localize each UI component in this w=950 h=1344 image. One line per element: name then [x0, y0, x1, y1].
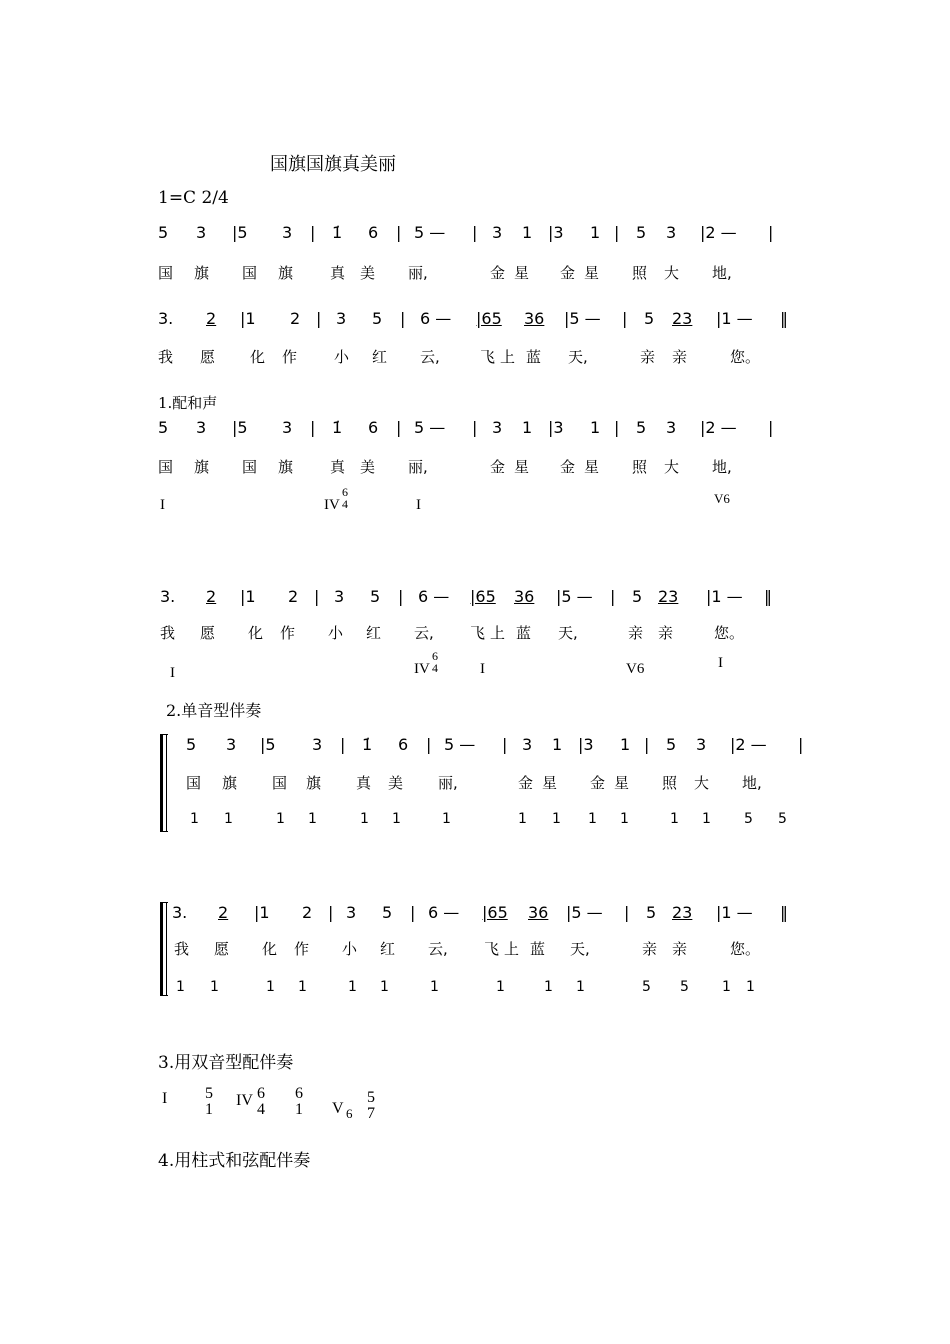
lyric: 您。	[714, 624, 745, 642]
chord-I: I	[718, 655, 723, 671]
note: 6 —	[418, 587, 450, 606]
lyric: 星	[584, 458, 600, 476]
accomp-note: 1	[496, 979, 505, 995]
lyric: 您。	[730, 940, 761, 958]
note: |5 —	[566, 903, 603, 922]
chord-V: V	[332, 1100, 344, 1117]
note: |1	[254, 903, 270, 922]
lyric: 国	[158, 458, 174, 476]
section-heading-double-accomp: 3.用双音型配伴奏	[158, 1053, 294, 1073]
lyrics-line-5	[0, 772, 950, 796]
lyric: 愿	[200, 348, 216, 366]
note: 5 —	[414, 418, 446, 437]
section-heading-single-accomp: 2.单音型伴奏	[166, 701, 262, 720]
lyric: 美	[360, 458, 376, 476]
note: 2	[288, 587, 299, 606]
dyad-5-7	[364, 1090, 378, 1122]
key-signature: 1=C 2/4	[158, 188, 229, 208]
dyad-top: 5	[205, 1085, 213, 1102]
note: 5	[636, 418, 647, 437]
lyrics-line-2	[0, 346, 950, 370]
barline: |	[768, 223, 774, 242]
lyrics-line-4	[0, 622, 950, 646]
note: |1 —	[716, 309, 753, 328]
barline: |	[798, 735, 804, 754]
lyric: 红	[380, 940, 396, 958]
lyric: 金	[560, 264, 576, 282]
barline: |	[622, 309, 628, 328]
lyric: 蓝	[516, 624, 532, 642]
lyric: 照	[632, 458, 648, 476]
accomp-note: 1	[588, 811, 597, 827]
chord-V6: V6	[714, 491, 730, 506]
note: 5	[636, 223, 647, 242]
melody-line-6	[0, 902, 950, 926]
barline: |	[624, 903, 630, 922]
lyric: 金	[490, 264, 506, 282]
note: 3	[336, 309, 347, 328]
lyric: 真	[330, 458, 346, 476]
lyric: 国	[242, 458, 258, 476]
note: 5	[158, 418, 169, 437]
dyad-6-4	[254, 1086, 268, 1118]
lyric: 天,	[558, 624, 578, 642]
lyric: 您。	[730, 348, 761, 366]
barline: |	[398, 587, 404, 606]
lyric: 小	[334, 348, 350, 366]
lyric: 作	[282, 348, 298, 366]
chord-V6: V6	[626, 661, 645, 677]
lyric: 美	[360, 264, 376, 282]
lyric: 真	[356, 774, 372, 792]
lyric: 云,	[420, 348, 440, 366]
lyric: 愿	[200, 624, 216, 642]
dyad-5-1	[202, 1086, 216, 1118]
note: |5	[232, 223, 248, 242]
melody-line-5	[0, 734, 950, 758]
lyric: 照	[632, 264, 648, 282]
note: 5	[632, 587, 643, 606]
accomp-note: 1	[392, 811, 401, 827]
lyric: 大	[694, 774, 710, 792]
note: 1̇	[362, 735, 373, 754]
note: 3	[492, 223, 503, 242]
chord-figure-top: 6	[432, 649, 438, 663]
melody-line-3	[0, 417, 950, 441]
note: |3	[548, 418, 564, 437]
note: 23	[672, 309, 693, 328]
note: 3	[334, 587, 345, 606]
lyric: 亲	[628, 624, 644, 642]
lyric: 化	[250, 348, 266, 366]
barline: |	[396, 223, 402, 242]
lyric: 星	[584, 264, 600, 282]
lyric: 星	[542, 774, 558, 792]
lyric: 亲	[642, 940, 658, 958]
dyad-top: 6	[295, 1085, 303, 1102]
note: 3	[346, 903, 357, 922]
chord-I: I	[160, 497, 165, 513]
note: 5	[644, 309, 655, 328]
lyric: 作	[294, 940, 310, 958]
note: 5	[646, 903, 657, 922]
chords-line-1	[0, 485, 950, 522]
barline: |	[768, 418, 774, 437]
lyric: 蓝	[526, 348, 542, 366]
lyric: 飞	[470, 624, 486, 642]
lyric: 金	[518, 774, 534, 792]
note: 5 —	[444, 735, 476, 754]
note: |1	[240, 309, 256, 328]
accomp-note: 1	[544, 979, 553, 995]
accompaniment-line-1	[0, 808, 950, 832]
barline: |	[472, 223, 478, 242]
accomp-note: 5	[680, 979, 689, 995]
lyric: 金	[590, 774, 606, 792]
barline: |	[502, 735, 508, 754]
lyric: 大	[664, 264, 680, 282]
note: |5 —	[556, 587, 593, 606]
barline: |	[314, 587, 320, 606]
accomp-note: 1	[298, 979, 307, 995]
lyric: 照	[662, 774, 678, 792]
barline: |	[410, 903, 416, 922]
lyric: 愿	[214, 940, 230, 958]
accomp-note: 1	[266, 979, 275, 995]
note: 1	[522, 223, 533, 242]
note: 1	[552, 735, 563, 754]
accomp-note: 1	[348, 979, 357, 995]
note: 1	[590, 418, 601, 437]
accomp-note: 1	[224, 811, 233, 827]
dyad-bottom: 7	[367, 1105, 375, 1122]
note: |2 —	[730, 735, 767, 754]
note: 3	[666, 223, 677, 242]
barline: |	[614, 418, 620, 437]
note: 2	[218, 903, 229, 922]
lyric: 作	[280, 624, 296, 642]
note: 6	[398, 735, 409, 754]
lyric: 国	[272, 774, 288, 792]
lyric: 云,	[414, 624, 434, 642]
lyric: 丽,	[408, 264, 428, 282]
lyric: 小	[328, 624, 344, 642]
melody-line-4	[0, 586, 950, 610]
barline: |	[426, 735, 432, 754]
note: 3	[666, 418, 677, 437]
accomp-note: 1	[276, 811, 285, 827]
lyrics-line-3	[0, 456, 950, 480]
note: 1	[590, 223, 601, 242]
lyric: 大	[664, 458, 680, 476]
barline: |	[644, 735, 650, 754]
note: 5	[666, 735, 677, 754]
dyad-bottom: 1	[205, 1101, 213, 1118]
note: |1 —	[716, 903, 753, 922]
note: 1̇	[332, 223, 343, 242]
lyric: 飞	[480, 348, 496, 366]
lyric: 金	[560, 458, 576, 476]
accompaniment-line-2	[0, 976, 950, 1000]
note: 5	[372, 309, 383, 328]
lyric: 国	[186, 774, 202, 792]
barline: |	[316, 309, 322, 328]
chord-I: I	[480, 661, 485, 677]
lyric: 上	[490, 624, 506, 642]
barline: |	[340, 735, 346, 754]
note: 36	[524, 309, 545, 328]
chord-figure-bottom: 4	[342, 497, 348, 511]
accomp-note: 1	[430, 979, 439, 995]
note: 3	[696, 735, 707, 754]
barline: |	[310, 418, 316, 437]
lyric: 我	[158, 348, 174, 366]
note: |1 —	[706, 587, 743, 606]
lyric: 天,	[570, 940, 590, 958]
note: 3	[312, 735, 323, 754]
lyric: 旗	[306, 774, 322, 792]
barline: |	[614, 223, 620, 242]
accomp-note: 5	[778, 811, 787, 827]
note: 36	[514, 587, 535, 606]
note: 23	[658, 587, 679, 606]
dyad-bottom: 1	[295, 1101, 303, 1118]
accomp-note: 1	[380, 979, 389, 995]
chord-IV: IV	[324, 497, 340, 513]
lyric: 旗	[194, 264, 210, 282]
lyric: 金	[490, 458, 506, 476]
note: 2	[206, 309, 217, 328]
lyric: 星	[614, 774, 630, 792]
melody-line-1	[0, 222, 950, 246]
note: 6 —	[420, 309, 452, 328]
accomp-note: 1	[360, 811, 369, 827]
note: 3	[492, 418, 503, 437]
lyric: 真	[330, 264, 346, 282]
note: 3	[282, 418, 293, 437]
note: |65	[470, 587, 496, 606]
accomp-note: 1	[190, 811, 199, 827]
chord-IV: IV	[236, 1092, 253, 1109]
lyric: 丽,	[408, 458, 428, 476]
chord-I: I	[170, 665, 175, 681]
note: 1̇	[332, 418, 343, 437]
note: 6 —	[428, 903, 460, 922]
chord-I: I	[416, 497, 421, 513]
chord-figure-bottom: 4	[432, 661, 438, 675]
note: 3.	[172, 903, 188, 922]
note: |5 —	[564, 309, 601, 328]
accomp-note: 1	[210, 979, 219, 995]
note: 2	[290, 309, 301, 328]
note: 5	[370, 587, 381, 606]
song-title: 国旗国旗真美丽	[270, 154, 396, 175]
accomp-note: 1	[702, 811, 711, 827]
note: |65	[482, 903, 508, 922]
note: |1	[240, 587, 256, 606]
lyrics-line-6	[0, 938, 950, 962]
lyric: 我	[174, 940, 190, 958]
note: 3	[196, 418, 207, 437]
barline: |	[472, 418, 478, 437]
lyric: 国	[242, 264, 258, 282]
end-barline: ‖	[780, 903, 788, 922]
note: |5	[232, 418, 248, 437]
chord-IV: IV	[414, 661, 430, 677]
note: |2 —	[700, 418, 737, 437]
accomp-note: 1	[518, 811, 527, 827]
note: |5	[260, 735, 276, 754]
chord-figure-top: 6	[342, 485, 348, 499]
note: 3	[196, 223, 207, 242]
lyric: 上	[504, 940, 520, 958]
accomp-note: 1	[722, 979, 731, 995]
lyric: 天,	[568, 348, 588, 366]
note: 3	[226, 735, 237, 754]
accomp-note: 1	[746, 979, 755, 995]
lyric: 星	[514, 264, 530, 282]
end-barline: ‖	[780, 309, 788, 328]
note: 3	[282, 223, 293, 242]
lyric: 地,	[712, 264, 732, 282]
lyric: 丽,	[438, 774, 458, 792]
note: 2	[302, 903, 313, 922]
lyric: 蓝	[530, 940, 546, 958]
note: |3	[578, 735, 594, 754]
note: 6	[368, 223, 379, 242]
lyric: 旗	[278, 264, 294, 282]
note: 5	[382, 903, 393, 922]
section-heading-block-chord-accomp: 4.用柱式和弦配伴奏	[158, 1151, 311, 1171]
note: 2	[206, 587, 217, 606]
melody-line-2	[0, 308, 950, 332]
accomp-note: 1	[620, 811, 629, 827]
lyric: 亲	[658, 624, 674, 642]
end-barline: ‖	[764, 587, 772, 606]
accomp-note: 1	[670, 811, 679, 827]
note: |65	[476, 309, 502, 328]
barline: |	[610, 587, 616, 606]
accomp-note: 1	[576, 979, 585, 995]
accomp-note: 1	[176, 979, 185, 995]
lyric: 化	[262, 940, 278, 958]
note: |2 —	[700, 223, 737, 242]
note: 5	[186, 735, 197, 754]
section-heading-harmony: 1.配和声	[158, 394, 218, 412]
note: 5	[158, 223, 169, 242]
lyric: 云,	[428, 940, 448, 958]
note: 3.	[158, 309, 174, 328]
note: 1	[620, 735, 631, 754]
accomp-note: 5	[744, 811, 753, 827]
lyric: 红	[366, 624, 382, 642]
lyric: 旗	[278, 458, 294, 476]
lyric: 上	[500, 348, 516, 366]
lyric: 亲	[640, 348, 656, 366]
lyric: 小	[342, 940, 358, 958]
note: 23	[672, 903, 693, 922]
note: 36	[528, 903, 549, 922]
note: 6	[368, 418, 379, 437]
barline: |	[328, 903, 334, 922]
lyric: 化	[248, 624, 264, 642]
accomp-note: 5	[642, 979, 651, 995]
lyric: 美	[388, 774, 404, 792]
note: 3.	[160, 587, 176, 606]
lyric: 地,	[712, 458, 732, 476]
lyric: 亲	[672, 940, 688, 958]
chords-line-2	[0, 649, 950, 686]
accomp-note: 1	[308, 811, 317, 827]
dyad-6-1	[292, 1086, 306, 1118]
lyrics-line-1	[0, 262, 950, 286]
dyad-top: 6	[257, 1085, 265, 1102]
chord-I: I	[162, 1090, 168, 1107]
lyric: 旗	[194, 458, 210, 476]
accomp-note: 1	[442, 811, 451, 827]
lyric: 旗	[222, 774, 238, 792]
accomp-note: 1	[552, 811, 561, 827]
note: 5 —	[414, 223, 446, 242]
lyric: 红	[372, 348, 388, 366]
chord-V-figure: 6	[346, 1106, 353, 1121]
barline: |	[396, 418, 402, 437]
lyric: 我	[160, 624, 176, 642]
dyad-top: 5	[367, 1089, 375, 1106]
note: 3	[522, 735, 533, 754]
note: 1	[522, 418, 533, 437]
note: |3	[548, 223, 564, 242]
dyad-bottom: 4	[257, 1101, 265, 1118]
lyric: 星	[514, 458, 530, 476]
lyric: 地,	[742, 774, 762, 792]
barline: |	[400, 309, 406, 328]
barline: |	[310, 223, 316, 242]
lyric: 国	[158, 264, 174, 282]
lyric: 飞	[484, 940, 500, 958]
lyric: 亲	[672, 348, 688, 366]
